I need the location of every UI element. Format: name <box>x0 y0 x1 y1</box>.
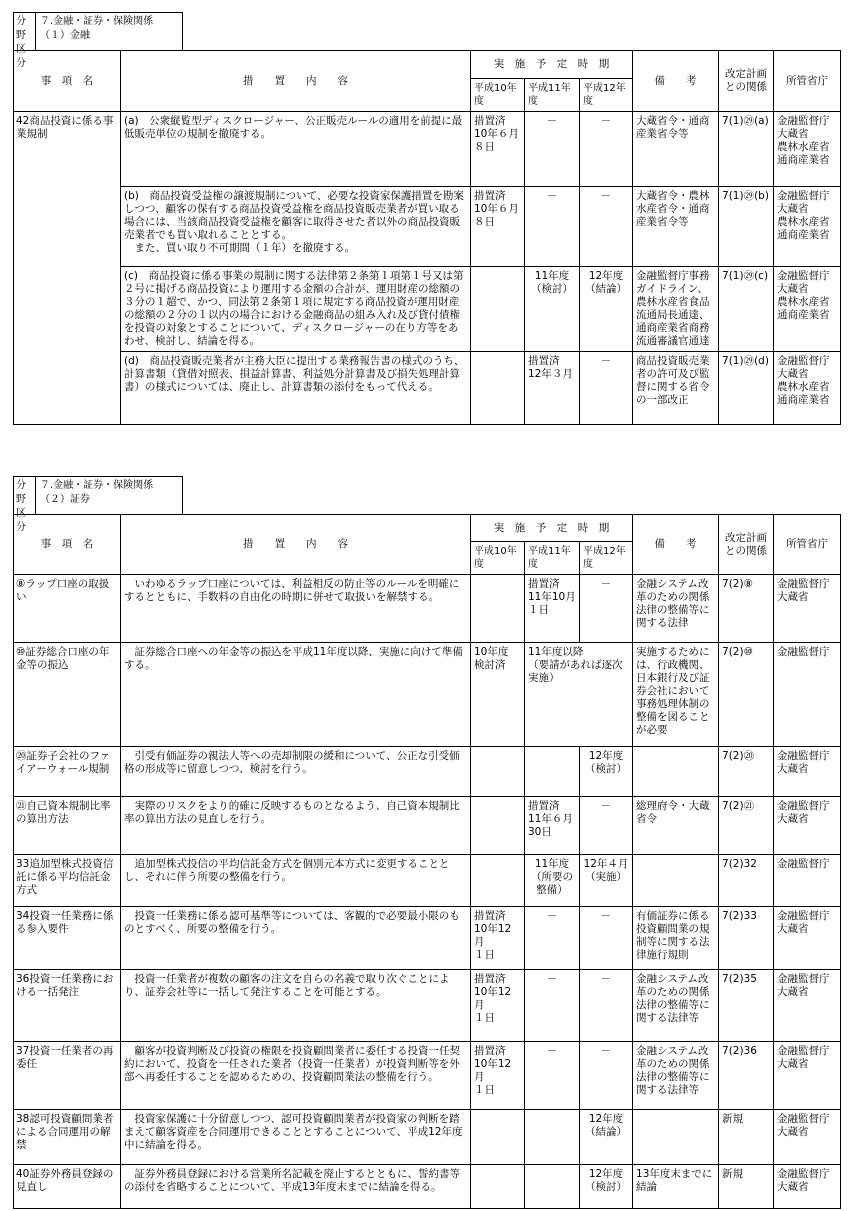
measure-content: (a) 公衆縦覧型ディスクロージャー、公正販売ルールの適用を前提に最低販売単位の規制を撤廃する。 <box>121 112 471 187</box>
schedule-h12: － <box>580 1042 633 1110</box>
schedule-h10 <box>471 855 525 907</box>
relation-cell: 新規 <box>719 1110 774 1165</box>
item-name: 38認可投資顧問業者による合同運用の解禁 <box>14 1110 121 1165</box>
remarks-cell: 実施するためには、行政機関、日本銀行及び証券会社において事務処理体制の整備を図ることが必要 <box>633 643 719 747</box>
relation-cell: 7(2)33 <box>719 907 774 970</box>
table-row <box>14 1110 841 1165</box>
header-item-name: 事 項 名 <box>14 515 121 575</box>
schedule-h12: － <box>580 575 633 643</box>
schedule-h12: 12年度 （結論） <box>580 267 633 352</box>
schedule-h12: － <box>580 907 633 970</box>
table-row <box>14 643 841 747</box>
relation-cell: 7(2)⑧ <box>719 575 774 643</box>
schedule-h10: 措置済 10年12月 １日 <box>471 1042 525 1110</box>
remarks-cell: 金融監督庁事務ガイドライン、農林水産省食品流通局長通達、通商産業省商務流通審議官通達 <box>633 267 719 352</box>
category-value: ７.金融・証券・保険関係 （２）証券 <box>40 480 154 505</box>
ministry-cell: 金融監督庁 大蔵省 <box>774 747 841 797</box>
measure-content: 引受有価証券の親法人等への売却制限の緩和について、公正な引受価格の形成等に留意しつつ、検討を行う。 <box>121 747 471 797</box>
measure-content: いわゆるラップ口座については、利益相反の防止等のルールを明確にするとともに、手数料の自由化の時期に併せて取扱いを解禁する。 <box>121 575 471 643</box>
item-name: 37投資一任業者の再委任 <box>14 1042 121 1110</box>
header-h10: 平成10年度 <box>471 542 525 575</box>
schedule-h11: 措置済 11年６月 30日 <box>525 797 580 855</box>
relation-cell: 7(2)35 <box>719 970 774 1042</box>
header-h11: 平成11年度 <box>525 79 580 112</box>
schedule-h11: － <box>525 970 580 1042</box>
schedule-h12: － <box>580 352 633 425</box>
header-ministry: 所管省庁 <box>774 515 841 575</box>
remarks-cell: 総理府令・大蔵省令 <box>633 797 719 855</box>
measure-content: 証券外務員登録における営業所名記載を廃止するとともに、誓約書等の添付を省略することについて、平成13年度末までに結論を得る。 <box>121 1165 471 1209</box>
relation-cell: 7(1)㉙(d) <box>719 352 774 425</box>
measure-content: (c) 商品投資に係る事業の規制に関する法律第２条第１項第１号又は第２号に掲げる商品投資により運用する金額の合計が、運用財産の総額の３分の１超で、かつ、同法第２条第１項に規定する商品投資が運用財産の総額の２分の１以内の場合における金融商品の組み入れ及び貸付債権を投資の対象とすることについて、ディスクロージャーの在り方等をあわせ、検討し、結論を得る。 <box>121 267 471 352</box>
schedule-h12: 12年度 （結論） <box>580 1110 633 1165</box>
item-name: ㉑自己資本規制比率の算出方法 <box>14 797 121 855</box>
ministry-cell: 金融監督庁 大蔵省 農林水産省 通商産業省 <box>774 112 841 187</box>
ministry-cell: 金融監督庁 大蔵省 <box>774 797 841 855</box>
schedule-h10: 措置済 10年12月 １日 <box>471 970 525 1042</box>
header-h12: 平成12年度 <box>580 542 633 575</box>
remarks-cell: 大蔵省令・通商産業省令等 <box>633 112 719 187</box>
schedule-h10 <box>471 1110 525 1165</box>
schedule-h10: 措置済 10年12月 １日 <box>471 907 525 970</box>
schedule-h11: － <box>525 907 580 970</box>
header-h11: 平成11年度 <box>525 542 580 575</box>
header-item-name: 事 項 名 <box>14 51 121 112</box>
category-key-label: 分野区分 <box>14 13 36 50</box>
schedule-h10 <box>471 267 525 352</box>
schedule-h11 <box>525 1110 580 1165</box>
schedule-h10 <box>471 797 525 855</box>
remarks-cell: 大蔵省令・農林水産省令・通商産業省令等 <box>633 187 719 267</box>
item-name: ⑩証券総合口座の年金等の振込 <box>14 643 121 747</box>
schedule-h12: 12年度 （検討） <box>580 747 633 797</box>
schedule-h12: － <box>580 187 633 267</box>
table-row <box>14 112 841 187</box>
table-row <box>14 187 841 267</box>
remarks-cell: 有価証券に係る投資顧問業の規制等に関する法律施行規則 <box>633 907 719 970</box>
relation-cell: 7(1)㉙(c) <box>719 267 774 352</box>
ministry-cell: 金融監督庁 大蔵省 <box>774 575 841 643</box>
schedule-h10 <box>471 747 525 797</box>
remarks-cell <box>633 855 719 907</box>
item-name: 34投資一任業務に係る参入要件 <box>14 907 121 970</box>
category-key-label: 分野区分 <box>14 477 36 514</box>
header-measures: 措 置 内 容 <box>121 51 471 112</box>
schedule-h11: 11年度 （所要の整備） <box>525 855 580 907</box>
ministry-cell: 金融監督庁 <box>774 643 841 747</box>
relation-cell: 新規 <box>719 1165 774 1209</box>
table-row <box>14 575 841 643</box>
ministry-cell: 金融監督庁 大蔵省 <box>774 1042 841 1110</box>
schedule-h12: 12年４月 （実施） <box>580 855 633 907</box>
remarks-cell: 金融システム改革のための関係法律の整備等に関する法律 <box>633 575 719 643</box>
item-name: 36投資一任業務における一括発注 <box>14 970 121 1042</box>
relation-cell: 7(2)32 <box>719 855 774 907</box>
schedule-h11: 措置済 11年10月 １日 <box>525 575 580 643</box>
schedule-h10: 措置済 10年６月 ８日 <box>471 112 525 187</box>
ministry-cell: 金融監督庁 大蔵省 農林水産省 通商産業省 <box>774 187 841 267</box>
table-row <box>14 1165 841 1209</box>
schedule-h11: 措置済 12年３月 <box>525 352 580 425</box>
schedule-h11: 11年度 （検討） <box>525 267 580 352</box>
ministry-cell: 金融監督庁 大蔵省 <box>774 1165 841 1209</box>
table-row <box>14 352 841 425</box>
category-box <box>13 12 183 69</box>
item-name: 33追加型株式投資信託に係る平均信託金方式 <box>14 855 121 907</box>
remarks-cell <box>633 1110 719 1165</box>
schedule-h12: － <box>580 112 633 187</box>
remarks-cell: 13年度末までに結論 <box>633 1165 719 1209</box>
remarks-cell: 金融システム改革のための関係法律の整備等に関する法律等 <box>633 970 719 1042</box>
schedule-h11: － <box>525 112 580 187</box>
table-row <box>14 797 841 855</box>
measure-content: 投資一任業者が複数の顧客の注文を自らの名義で取り次ぐことにより、証券会社等に一括して発注することを可能とする。 <box>121 970 471 1042</box>
measure-content: (b) 商品投資受益権の譲渡規制について、必要な投資家保護措置を勘案しつつ、顧客の保有する商品投資受益権を商品投資販売業者が買い取る場合には、当該商品投資受益権を顧客に取得させた者以外の商品投資販売業者でも買い取れることとする。 また、買い取り不可期間（１年）を撤廃する。 <box>121 187 471 267</box>
schedule-h10 <box>471 352 525 425</box>
schedule-h12: － <box>580 970 633 1042</box>
measure-content: 投資一任業務に係る認可基準等については、客観的で必要最小限のものとすべく、所要の整備を行う。 <box>121 907 471 970</box>
ministry-cell: 金融監督庁 <box>774 855 841 907</box>
ministry-cell: 金融監督庁 大蔵省 <box>774 1110 841 1165</box>
relation-cell: 7(2)㉑ <box>719 797 774 855</box>
schedule-h12: － <box>580 797 633 855</box>
remarks-cell: 商品投資販売業者の許可及び監督に関する省令の一部改正 <box>633 352 719 425</box>
table-row <box>14 267 841 352</box>
item-name: 42商品投資に係る事業規制 <box>14 112 121 425</box>
measure-content: 実際のリスクをより的確に反映するものとなるよう、自己資本規制比率の算出方法の見直しを行う。 <box>121 797 471 855</box>
category-value: ７.金融・証券・保険関係 （１）金融 <box>40 16 154 41</box>
relation-cell: 7(2)36 <box>719 1042 774 1110</box>
header-schedule: 実 施 予 定 時 期 <box>471 515 633 542</box>
ministry-cell: 金融監督庁 大蔵省 農林水産省 通商産業省 <box>774 267 841 352</box>
item-name: ⑧ラップ口座の取扱い <box>14 575 121 643</box>
header-h10: 平成10年度 <box>471 79 525 112</box>
relation-cell: 7(2)⑳ <box>719 747 774 797</box>
schedule-h10 <box>471 575 525 643</box>
relation-cell: 7(1)㉙(b) <box>719 187 774 267</box>
schedule-h11 <box>525 747 580 797</box>
header-relation: 改定計画との関係 <box>719 515 774 575</box>
schedule-h10 <box>471 1165 525 1209</box>
category-box <box>13 476 183 533</box>
header-relation: 改定計画との関係 <box>719 51 774 112</box>
schedule-h10: 措置済 10年６月 ８日 <box>471 187 525 267</box>
table-row <box>14 747 841 797</box>
ministry-cell: 金融監督庁 大蔵省 農林水産省 通商産業省 <box>774 352 841 425</box>
header-remarks: 備 考 <box>633 51 719 112</box>
table-row <box>14 970 841 1042</box>
header-schedule: 実 施 予 定 時 期 <box>471 51 633 79</box>
table-row <box>14 855 841 907</box>
remarks-cell: 金融システム改革のための関係法律の整備等に関する法律等 <box>633 1042 719 1110</box>
schedule-h11: － <box>525 1042 580 1110</box>
measure-content: (d) 商品投資販売業者が主務大臣に提出する業務報告書の様式のうち、計算書類（貸借対照表、損益計算書、利益処分計算書及び損失処理計算書）の様式については、廃止し、計算書類の添付をもって代える。 <box>121 352 471 425</box>
header-ministry: 所管省庁 <box>774 51 841 112</box>
table-row <box>14 1042 841 1110</box>
schedule-h11: 11年度以降 （要請があれば逐次実施） <box>525 643 633 747</box>
ministry-cell: 金融監督庁 大蔵省 <box>774 970 841 1042</box>
measure-content: 追加型株式投信の平均信託金方式を個別元本方式に変更することとし、それに伴う所要の整備を行う。 <box>121 855 471 907</box>
schedule-h12: 12年度 （検討） <box>580 1165 633 1209</box>
measure-content: 顧客が投資判断及び投資の権限を投資顧問業者に委任する投資一任契約において、投資を一任された業者（投資一任業者）が投資判断等を外部へ再委任することを認めるための、投資顧問業法の整備を行う。 <box>121 1042 471 1110</box>
ministry-cell: 金融監督庁 大蔵省 <box>774 907 841 970</box>
table-row <box>14 907 841 970</box>
schedule-h10: 10年度 検討済 <box>471 643 525 747</box>
schedule-h11 <box>525 1165 580 1209</box>
schedule-table-1 <box>13 50 841 425</box>
relation-cell: 7(2)⑩ <box>719 643 774 747</box>
measure-content: 証券総合口座への年金等の振込を平成11年度以降、実施に向けて準備する。 <box>121 643 471 747</box>
relation-cell: 7(1)㉙(a) <box>719 112 774 187</box>
header-h12: 平成12年度 <box>580 79 633 112</box>
schedule-h11: － <box>525 187 580 267</box>
remarks-cell <box>633 747 719 797</box>
item-name: ⑳証券子会社のファイアーウォール規制 <box>14 747 121 797</box>
header-measures: 措 置 内 容 <box>121 515 471 575</box>
item-name: 40証券外務員登録の見直し <box>14 1165 121 1209</box>
schedule-table-2 <box>13 514 841 1209</box>
measure-content: 投資家保護に十分留意しつつ、認可投資顧問業者が投資家の判断を踏まえて顧客資産を合同運用できることとすることについて、平成12年度中に結論を得る。 <box>121 1110 471 1165</box>
header-remarks: 備 考 <box>633 515 719 575</box>
